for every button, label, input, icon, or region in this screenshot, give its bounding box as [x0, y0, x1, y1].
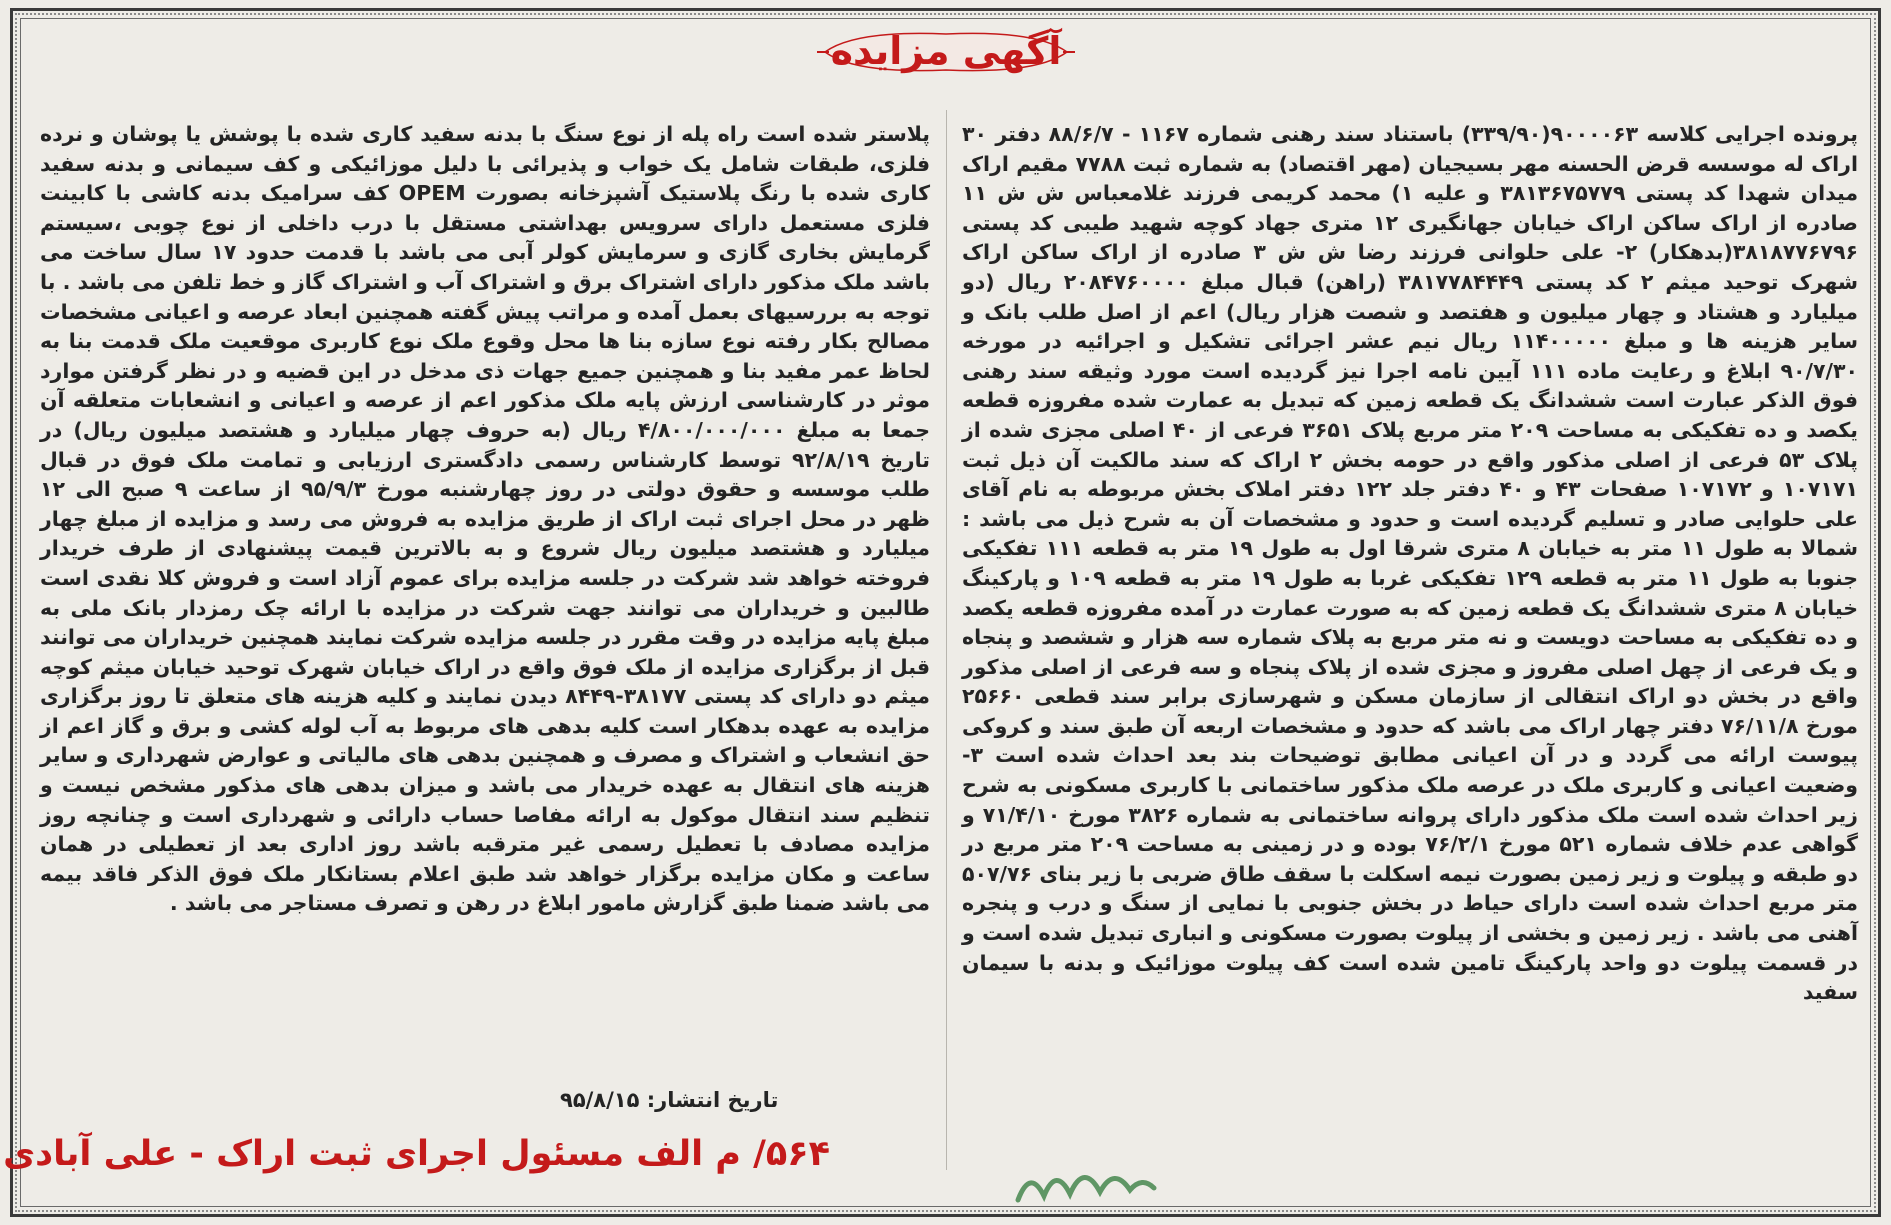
column-divider	[946, 110, 947, 1170]
left-column-text: پلاستر شده است راه پله از نوع سنگ با بدنه سفید کاری شده با پوشش یا پوشان و نرده فلزی، طبقات شامل یک خواب و پذیرائی با دلیل موزائیکی و کف سیمانی و بدنه سفید کاری شده با رنگ پلاستیک آشپزخانه بصورت OPEM کف سرامیک بدنه کاشی با کابینت فلزی مستعمل دارای سرویس بهداشتی مستقل با درب داخلی از نوع چوبی ،سیستم گرمایش بخاری گازی و سرمایش کولر آبی می باشد با قدمت حدود ۱۷ سال ساخت می باشد ملک مذکور دارای اشتراک برق و اشتراک آب و اشتراک گاز و خط تلفن می باشد . با توجه به بررسیهای بعمل آمده و مراتب پیش گفته همچنین ابعاد عرصه و اعیانی مشخصات مصالح بکار رفته نوع سازه بنا ها محل وقوع ملک نوع کاربری موقعیت ملک قدمت بنا به لحاظ عمر مفید بنا و همچنین جمیع جهات ذی مدخل در این قضیه و در نظر گرفتن موارد موثر در کارشناسی ارزش پایه ملک مذکور اعم از عرصه و اعیانی و انشعابات متعلقه آن جمعا به مبلغ ۴/۸۰۰/۰۰۰/۰۰۰ ریال (به حروف چهار میلیارد و هشتصد میلیون ریال) در تاریخ ۹۲/۸/۱۹ توسط کارشناس رسمی دادگستری ارزیابی و تمامت ملک فوق در قبال طلب موسسه و حقوق دولتی در روز چهارشنبه مورخ ۹۵/۹/۳ از ساعت ۹ صبح الی ۱۲ ظهر در محل اجرای ثبت اراک از طریق مزایده به فروش می رسد و مزایده از مبلغ چهار میلیارد و هشتصد میلیون ریال شروع و به بالاترین قیمت پیشنهادی از طرف خریدار فروخته خواهد شد شرکت در جلسه مزایده برای عموم آزاد است و فروش کلا نقدی است طالبین و خریداران می توانند جهت شرکت در مزایده با ارائه چک رمزدار بانک ملی به مبلغ پایه مزایده در وقت مقرر در جلسه مزایده شرکت نمایند همچنین خریداران می توانند قبل از برگزاری مزایده از ملک فوق واقع در اراک خیابان شهرک توحید خیابان میثم کوچه میثم دو دارای کد پستی ۳۸۱۷۷-۸۴۴۹ دیدن نمایند و کلیه هزینه های متعلق تا روز برگزاری مزایده به عهده بدهکار است کلیه بدهی های مربوط به آب لوله کشی و برق و گاز اعم از حق انشعاب و اشتراک و مصرف و همچنین بدهی های مالیاتی و عوارض شهرداری و سایر هزینه های انتقال به عهده خریدار می باشد و میزان بدهی های مذکور مشخص نیست و تنظیم سند انتقال موکول به ارائه مفاصا حساب دارائی و شهرداری است و چنانچه روز مزایده مصادف با تعطیل رسمی غیر مترقبه باشد روز اداری بعد از تعطیلی در همان ساعت و مکان مزایده برگزار خواهد شد طبق اعلام بستانکار ملک فوق الذکر فاقد بیمه می باشد ضمنا طبق گزارش مامور ابلاغ در رهن و تصرف مستاجر می باشد .	[40, 122, 931, 916]
page-title: آگهی مزایده	[830, 29, 1062, 73]
right-column	[962, 120, 1858, 1008]
handwritten-mark-icon	[1010, 1148, 1160, 1218]
publish-date	[560, 1088, 778, 1112]
left-column	[40, 120, 930, 919]
publish-date-value: ۹۵/۸/۱۵	[560, 1088, 640, 1112]
signature-line: ۵۶۴/ م الف مسئول اجرای ثبت اراک - علی آبادی	[3, 1134, 830, 1174]
right-column-text: پرونده اجرایی کلاسه ۹۰۰۰۰۶۳(۳۳۹/۹۰) باستناد سند رهنی شماره ۱۱۶۷ - ۸۸/۶/۷ دفتر ۳۰ اراک له موسسه قرض الحسنه مهر بسیجیان (مهر اقتصاد) به شماره ثبت ۷۷۸۸ مقیم اراک میدان شهدا کد پستی ۳۸۱۳۶۷۵۷۷۹ و علیه ۱) محمد کریمی فرزند غلامعباس ش ش ۱۱ صادره از اراک ساکن اراک خیابان جهانگیری ۱۲ متری جهاد کوچه شهید طیبی کد پستی ۳۸۱۸۷۷۶۷۹۶(بدهکار) ۲- علی حلوانی فرزند رضا ش ش ۳ صادره از اراک ساکن اراک شهرک توحید میثم ۲ کد پستی ۳۸۱۷۷۸۴۴۴۹ (راهن) قبال مبلغ ۲۰۸۴۷۶۰۰۰۰ ریال (دو میلیارد و هشتاد و چهار میلیون و هفتصد و شصت هزار ریال) اعم از اصل طلب بانک و سایر هزینه ها و مبلغ ۱۱۴۰۰۰۰۰ ریال نیم عشر اجرائی تشکیل و اجرائیه در مورخه ۹۰/۷/۳۰ ابلاغ و رعایت ماده ۱۱۱ آیین نامه اجرا نیز گردیده است مورد وثیقه سند رهنی فوق الذکر عبارت است ششدانگ یک قطعه زمین که تبدیل به عمارت شده مفروزه قطعه یکصد و ده تفکیکی به مساحت ۲۰۹ متر مربع پلاک ۳۶۵۱ فرعی از ۴۰ اصلی مجزی شده از پلاک ۵۳ فرعی از اصلی مذکور واقع در حومه بخش ۲ اراک که سند مالکیت آن ذیل ثبت ۱۰۷۱۷۱ و ۱۰۷۱۷۲ صفحات ۴۳ و ۴۰ دفتر جلد ۱۲۲ دفتر املاک بخش مربوطه به نام آقای علی حلوایی صادر و تسلیم گردیده است و حدود و مشخصات آن به شرح ذیل می باشد : شمالا به طول ۱۱ متر به خیابان ۸ متری شرقا اول به طول ۱۹ متر به قطعه ۱۱۱ تفکیکی جنوبا به طول ۱۱ متر به قطعه ۱۲۹ تفکیکی غربا به طول ۱۹ متر به قطعه ۱۰۹ و پارکینگ خیابان ۸ متری ششدانگ یک قطعه زمین که به صورت عمارت در آمده مفروزه قطعه یکصد و ده تفکیکی به مساحت دویست و نه متر مربع به پلاک شماره سه هزار و ششصد و پنجاه و یک فرعی از چهل اصلی مفروز و مجزی شده از پلاک پنجاه و سه فرعی از اصلی مذکور واقع در بخش دو اراک انتقالی از سازمان مسکن و شهرسازی برابر سند قطعی ۲۵۶۶۰ مورخ ۷۶/۱۱/۸ دفتر چهار اراک می باشد که حدود و مشخصات اربعه آن طبق سند و کروکی پیوست ارائه می گردد و در آن اعیانی مطابق توضیحات بند بعد احداث شده است ۳- وضعیت اعیانی و کاربری ملک در عرصه ملک مذکور ساختمانی با کاربری مسکونی به شرح زیر احداث شده است ملک مذکور دارای پروانه ساختمانی به شماره ۳۸۲۶ مورخ ۷۱/۴/۱۰ و گواهی عدم خلاف شماره ۵۲۱ مورخ ۷۶/۲/۱ بوده و در زمینی به مساحت ۲۰۹ متر مربع در دو طبقه و پیلوت و زیر زمین بصورت نیمه اسکلت با سقف طاق ضربی با زیر بنای ۵۰۷/۷۶ متر مربع احداث شده است دارای حیاط در بخش جنوبی با نمایی از سنگ و درب و پنجره آهنی می باشد . زیر زمین و بخشی از پیلوت بصورت مسکونی و انباری تبدیل شده است و در قسمت پیلوت دو واحد پارکینگ تامین شده است کف پیلوت موزائیک و بدنه با سیمان سفید	[962, 122, 1859, 1005]
title-banner	[815, 22, 1077, 80]
publish-date-label: تاریخ انتشار:	[646, 1088, 779, 1112]
